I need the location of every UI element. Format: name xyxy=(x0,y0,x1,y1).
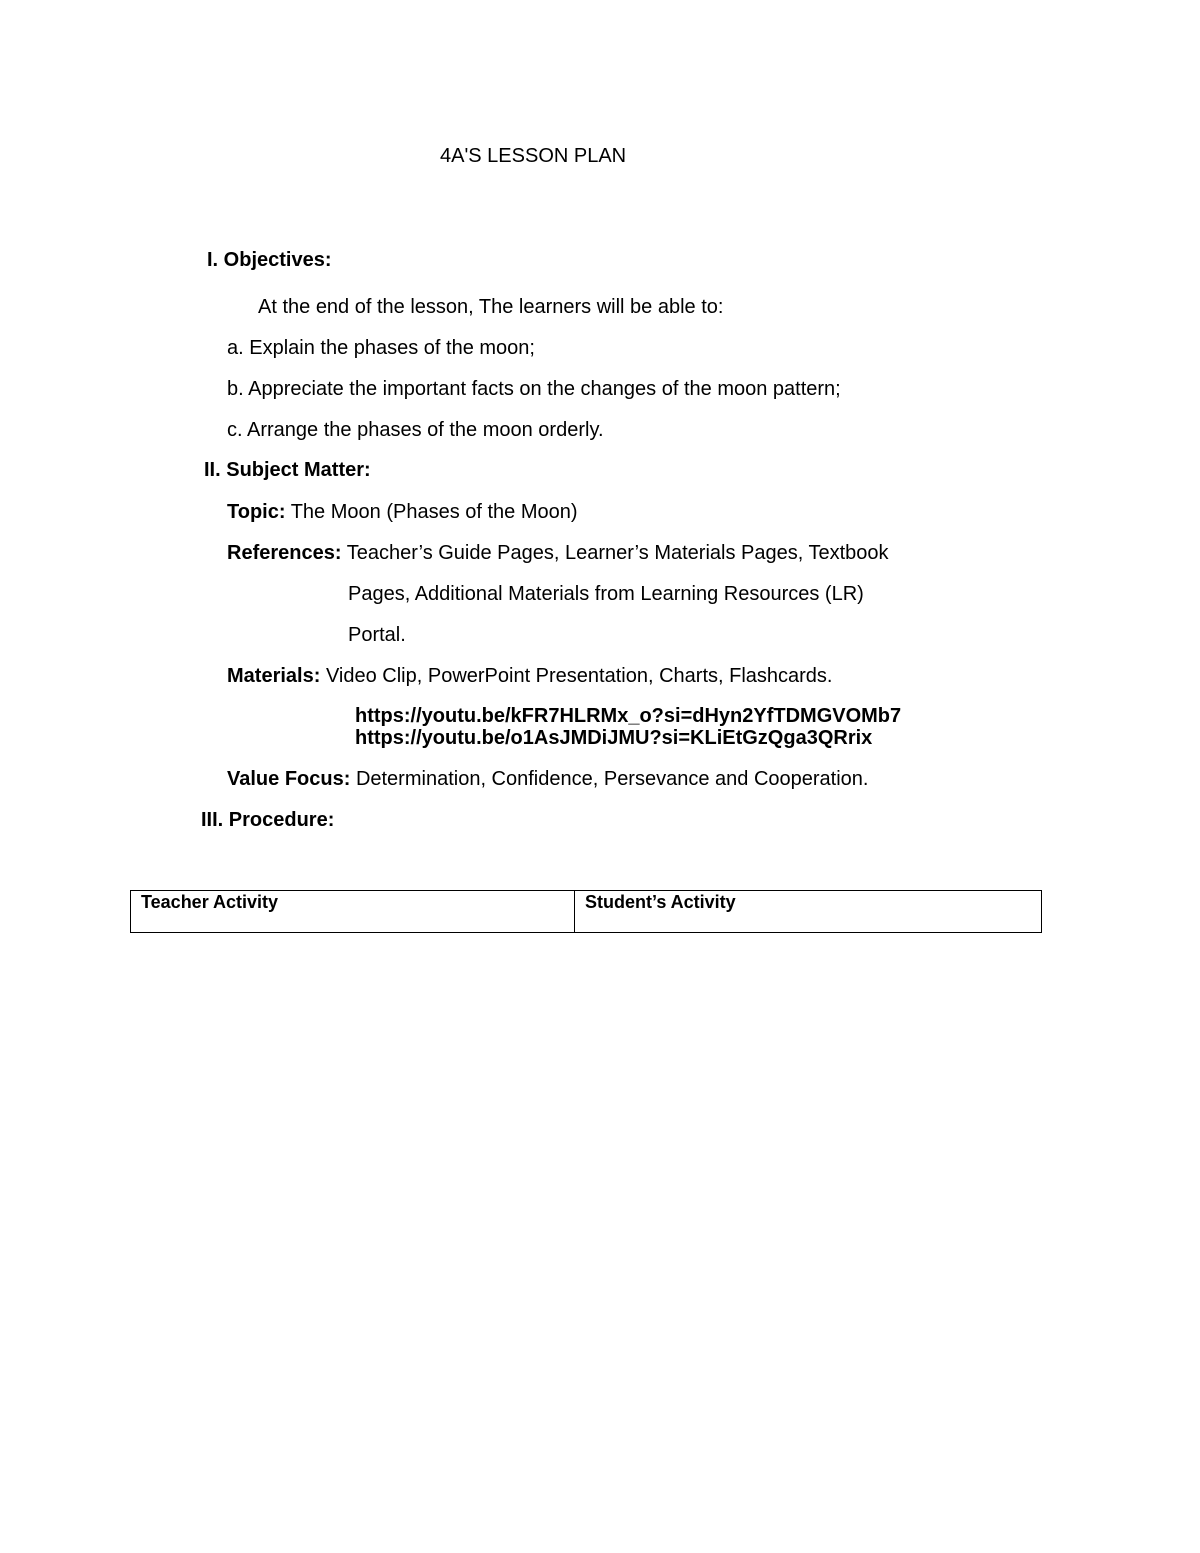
teacher-activity-header: Teacher Activity xyxy=(131,891,575,933)
table-header-row xyxy=(131,891,1042,933)
procedure-table xyxy=(130,890,1042,933)
materials-label: Materials: xyxy=(227,665,321,687)
references-value-line1: Teacher’s Guide Pages, Learner’s Materials Pages, Textbook xyxy=(346,542,889,564)
references-value-line2: Pages, Additional Materials from Learning Resources (LR) xyxy=(348,583,864,605)
objective-item-b: b. Appreciate the important facts on the changes of the moon pattern; xyxy=(227,378,841,400)
topic-line xyxy=(227,500,578,524)
topic-label: Topic: xyxy=(227,501,286,523)
materials-line xyxy=(227,664,832,688)
objectives-intro: At the end of the lesson, The learners will be able to: xyxy=(258,296,724,318)
page-title: 4A'S LESSON PLAN xyxy=(440,145,627,167)
topic-value: The Moon (Phases of the Moon) xyxy=(290,501,578,523)
subject-matter-heading: II. Subject Matter: xyxy=(204,459,371,481)
references-value-line3: Portal. xyxy=(348,624,406,646)
video-link-2[interactable]: https://youtu.be/o1AsJMDiJMU?si=KLiEtGzQga3QRrix xyxy=(355,727,873,749)
value-focus-value: Determination, Confidence, Persevance and Cooperation. xyxy=(355,768,869,790)
value-focus-line xyxy=(227,767,868,791)
objective-item-c: c. Arrange the phases of the moon orderly. xyxy=(227,419,604,441)
value-focus-label: Value Focus: xyxy=(227,768,351,790)
materials-value: Video Clip, PowerPoint Presentation, Charts, Flashcards. xyxy=(325,665,833,687)
objectives-heading: I. Objectives: xyxy=(207,249,332,271)
student-activity-header: Student’s Activity xyxy=(575,891,1042,933)
references-label: References: xyxy=(227,542,342,564)
objective-item-a: a. Explain the phases of the moon; xyxy=(227,337,535,359)
references-line xyxy=(227,541,889,565)
video-link-1[interactable]: https://youtu.be/kFR7HLRMx_o?si=dHyn2YfTDMGVOMb7 xyxy=(355,705,902,727)
procedure-heading: III. Procedure: xyxy=(201,809,335,831)
